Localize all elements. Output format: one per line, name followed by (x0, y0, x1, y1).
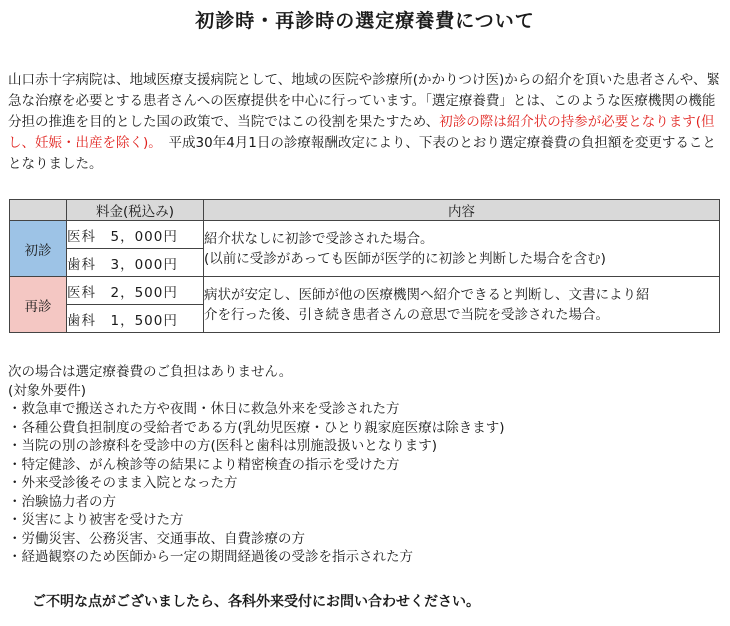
list-item: ・各種公費負担制度の受給者である方(乳幼児医療・ひとり親家庭医療は除きます) (8, 419, 505, 436)
list-item: ・経過観察のため医師から一定の期間経過後の受診を指示された方 (8, 549, 413, 565)
page-title: 初診時・再診時の選定療養費について (195, 10, 535, 32)
list-item: ・外来受診後そのまま入院となった方 (8, 475, 238, 491)
exemptions-lead: 次の場合は選定療養費のご負担はありません。 (8, 364, 293, 380)
content-line: 病状が安定し、医師が他の医療機関へ紹介できると判断し、文書により紹 (204, 286, 650, 303)
fee-table-header (10, 200, 720, 221)
header-content: 内容 (204, 200, 720, 221)
category-revisit: 再診 (10, 277, 67, 333)
header-corner (10, 200, 67, 221)
intro-text: 山口赤十字病院は、地域医療支援病院として、地域の医院や診療所(かかりつけ医)からの紹介を頂いた患者さんや、緊急な治療を必要とする患者さんへの医療提供を中心に行っています。「選定療養費」とは、このような医療機関の機能分担の推進を目的とした国の政策で、当院ではこの役割を果たすため、 (8, 72, 720, 130)
content-first-visit (204, 221, 720, 277)
price-dental: 歯科 1，500円 (67, 305, 204, 333)
closing-note: ご不明な点がございましたら、各科外来受付にお問い合わせください。 (32, 594, 480, 610)
fee-table (9, 199, 720, 333)
list-item: ・当院の別の診療科を受診中の方(医科と歯科は別施設扱いとなります) (8, 438, 438, 454)
price-medical: 医科 2，500円 (67, 277, 204, 305)
list-item: ・労働災害、公務災害、交通事故、自費診療の方 (8, 530, 305, 547)
exemptions-subhead: (対象外要件) (8, 382, 87, 399)
list-item: ・特定健診、がん検診等の結果により精密検査の指示を受けた方 (8, 456, 400, 473)
table-row (10, 277, 720, 305)
intro-highlight: 初診の際は紹介状の持参が必要となります(但し、妊娠・出産を除く)。 (8, 114, 715, 151)
table-row (10, 221, 720, 249)
price-medical: 医科 5，000円 (67, 221, 204, 249)
category-first-visit: 初診 (10, 221, 67, 277)
intro-text-continued: 平成30年4月1日の診療報酬改定により、下表のとおり選定療養費の負担額を変更することとなりました。 (8, 135, 716, 172)
list-item: ・災害により被害を受けた方 (8, 512, 184, 528)
exemptions-section (8, 363, 722, 567)
list-item: ・救急車で搬送された方や夜間・休日に救急外来を受診された方 (8, 401, 400, 417)
list-item: ・治験協力者の方 (8, 493, 116, 510)
content-line: (以前に受診があっても医師が医学的に初診と判断した場合を含む) (204, 250, 606, 267)
intro-paragraph (8, 70, 722, 175)
header-price: 料金(税込み) (67, 200, 204, 221)
content-line: 紹介状なしに初診で受診された場合。 (204, 230, 434, 247)
price-dental: 歯科 3，000円 (67, 249, 204, 277)
content-line: 介を行った後、引き続き患者さんの意思で当院を受診された場合。 (204, 306, 609, 323)
content-revisit (204, 277, 720, 333)
